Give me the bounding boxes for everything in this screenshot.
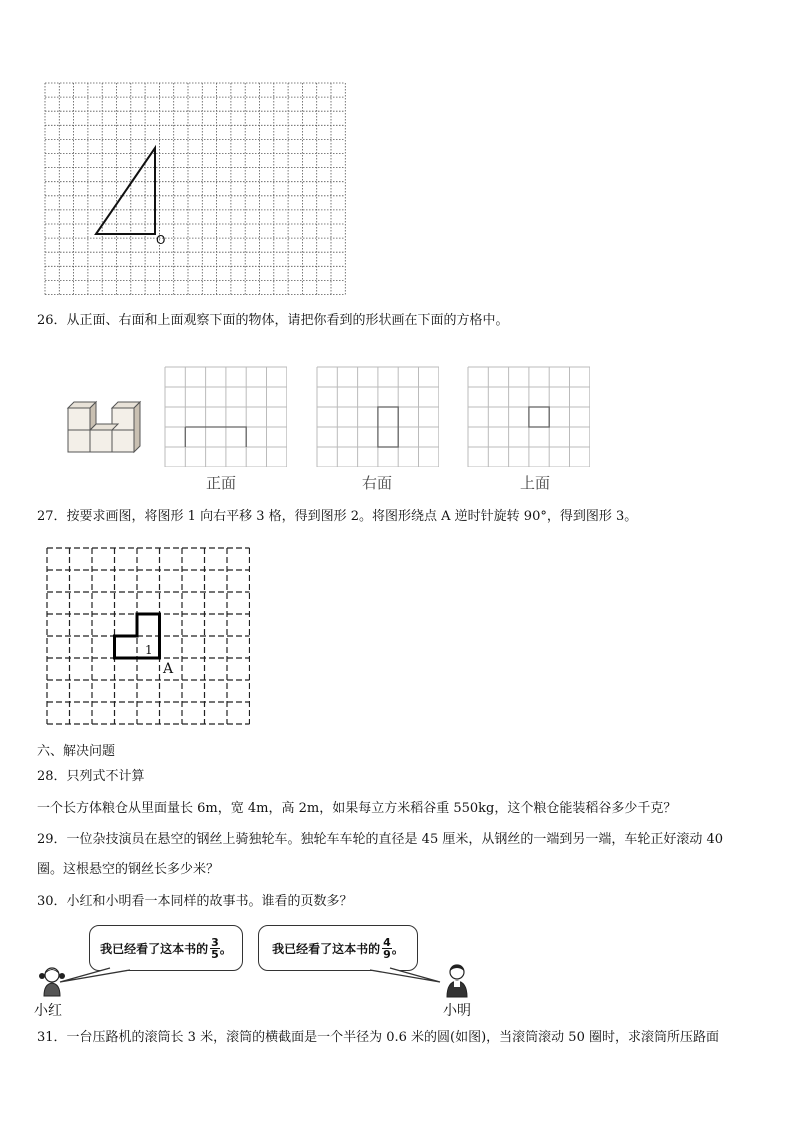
bubble-left-end: 。	[219, 941, 232, 956]
q25-point-o-label: O	[156, 233, 166, 247]
q25-triangle	[96, 148, 155, 234]
avatar-xiaoming-boy	[443, 963, 471, 999]
fraction-den: 9	[383, 947, 391, 961]
label-top-view: 上面	[520, 474, 551, 492]
grid-front-view[interactable]	[164, 366, 287, 467]
bubble-left-text: 我已经看了这本书的	[100, 941, 209, 956]
q27-text: 27．按要求画图，将图形 1 向右平移 3 格，得到图形 2。将图形绕点 A 逆时针旋转 90°，得到图形 3。	[37, 509, 638, 524]
q31-text: 31．一台压路机的滚筒长 3 米，滚筒的横截面是一个半径为 0.6 米的圆(如图)，当滚筒滚动 50 圈时，求滚筒所压路面	[37, 1030, 719, 1045]
point-a-label: A	[163, 661, 174, 677]
q30-text: 30．小红和小明看一本同样的故事书。谁看的页数多？	[37, 894, 353, 909]
fraction-num: 4	[383, 935, 391, 949]
q27-dashed-grid[interactable]	[46, 547, 250, 727]
section-6-title: 六、解决问题	[37, 744, 116, 759]
bubble-right-end: 。	[391, 941, 404, 956]
q29-line2: 圈。这根悬空的钢丝长多少米？	[37, 862, 220, 877]
q25-dotted-grid	[44, 82, 346, 296]
bubble-right-text: 我已经看了这本书的	[272, 941, 381, 956]
grid-right-view[interactable]	[316, 366, 439, 467]
label-front-view: 正面	[206, 474, 237, 492]
fraction-den: 5	[211, 947, 219, 961]
fraction-four-ninths	[382, 937, 392, 960]
label-right-view: 右面	[362, 474, 393, 492]
fraction-num: 3	[211, 935, 219, 949]
shape-1-label: 1	[145, 643, 153, 657]
cube-object-figure	[66, 400, 142, 456]
q28-title: 28．只列式不计算	[37, 769, 145, 784]
q28-text: 一个长方体粮仓从里面量长 6m，宽 4m，高 2m，如果每立方米稻谷重 550kg，这个粮仓能装稻谷多少千克？	[37, 801, 677, 816]
q29-line1: 29．一位杂技演员在悬空的钢丝上骑独轮车。独轮车车轮的直径是 45 厘米，从钢丝的一端到另一端，车轮正好滚动 40	[37, 832, 724, 847]
grid-top-view[interactable]	[467, 366, 590, 467]
fraction-three-fifths	[210, 937, 220, 960]
avatar-xiaohong-girl	[38, 966, 66, 998]
name-xiaohong: 小红	[34, 1003, 62, 1019]
q26-text: 26．从正面、右面和上面观察下面的物体，请把你看到的形状画在下面的方格中。	[37, 313, 509, 328]
name-xiaoming: 小明	[443, 1003, 471, 1019]
bubble-tails	[40, 960, 460, 990]
